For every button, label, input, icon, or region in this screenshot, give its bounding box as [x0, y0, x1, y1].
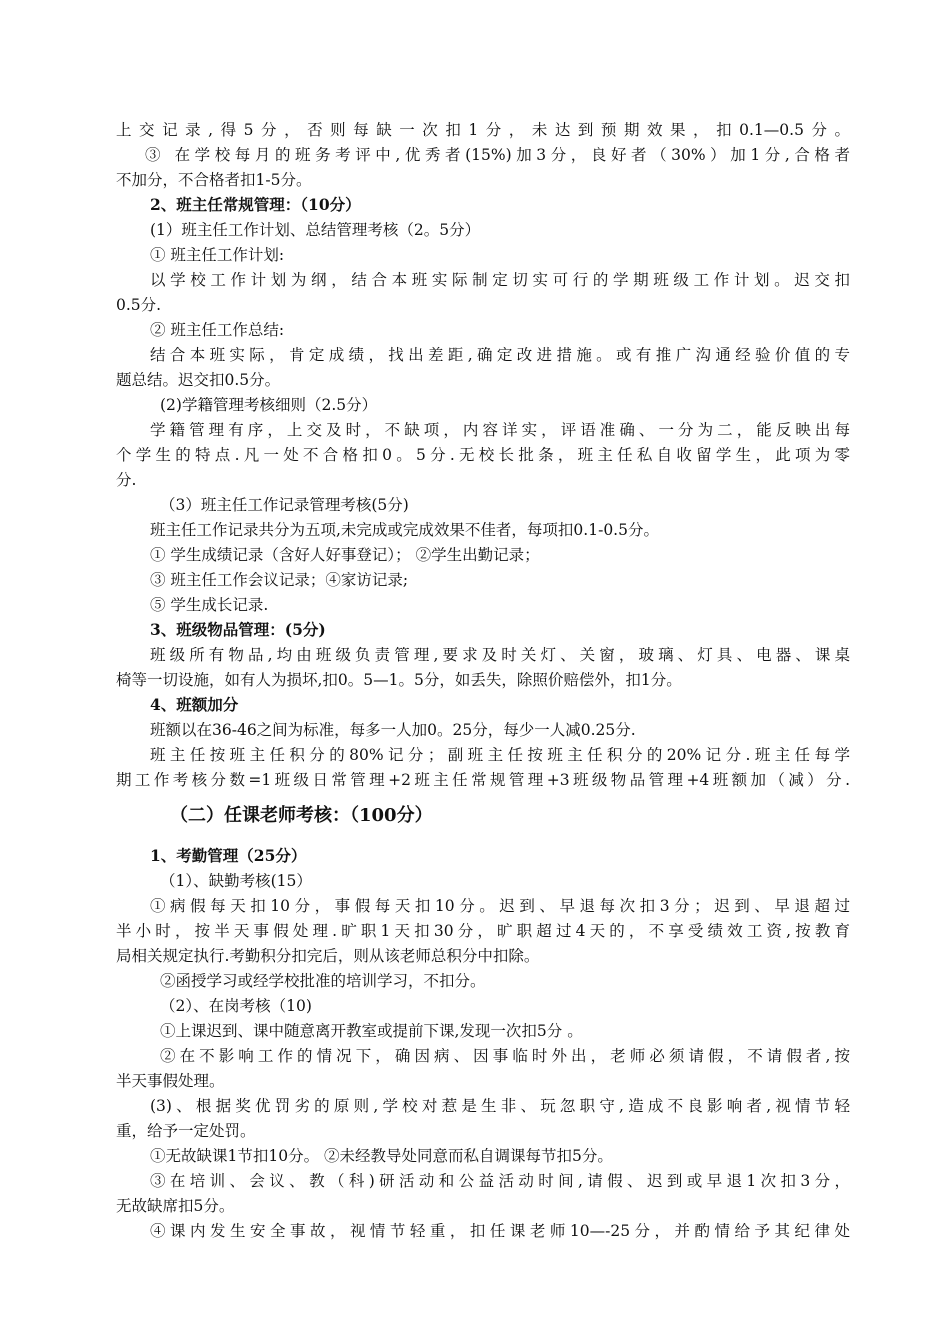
text-line: ② 班主任工作总结: [150, 321, 285, 339]
text-line: 结合本班实际，肯定成绩，找出差距,确定改进措施。或有推广沟通经验价值的专 [150, 346, 850, 364]
text-line: ②函授学习或经学校批准的培训学习，不扣分。 [160, 972, 486, 990]
section-heading: 3、班级物品管理：(5分) [150, 620, 326, 639]
text-line: (3)、根据奖优罚劣的原则,学校对惹是生非、玩忽职守,造成不良影响者,视情节轻 [150, 1097, 850, 1115]
text-line: ①病假每天扣10分，事假每天扣10分。迟到、早退每次扣3分；迟到、早退超过 [150, 897, 850, 915]
subsection-heading: （2）、在岗考核（10) [160, 997, 312, 1015]
text-line: ④课内发生安全事故，视情节轻重，扣任课老师10—-25分，并酌情给予其纪律处 [150, 1222, 850, 1240]
text-line: 椅等一切设施，如有人为损坏,扣0。5—1。5分，如丢失，除照价赔偿外，扣1分。 [116, 671, 682, 689]
text-line: 分. [116, 471, 137, 489]
text-line: ① 班主任工作计划: [150, 246, 285, 264]
text-line: 期工作考核分数=1班级日常管理+2班主任常规管理+3班级物品管理+4班额加（减）分. [116, 771, 850, 789]
section-heading: 4、班额加分 [150, 695, 239, 714]
text-line: 半小时，按半天事假处理.旷职1天扣30分，旷职超过4天的，不享受绩效工资,按教育 [116, 922, 850, 940]
text-line: 半天事假处理。 [116, 1072, 225, 1090]
subsection-heading: （1）、缺勤考核(15） [160, 872, 312, 890]
text-line: 不加分，不合格者扣1-5分。 [116, 171, 312, 189]
text-line: 以学校工作计划为纲，结合本班实际制定切实可行的学期班级工作计划。迟交扣 [150, 271, 850, 289]
text-line: ③在培训、会议、教（科)研活动和公益活动时间,请假、迟到或早退1次扣3分， [150, 1172, 850, 1190]
text-line: 上交记录,得5分，否则每缺一次扣1分，未达到预期效果，扣0.1—0.5分。 [116, 121, 850, 139]
text-line: 无故缺席扣5分。 [116, 1197, 235, 1215]
subsection-heading: (1）班主任工作计划、总结管理考核（2。5分） [150, 221, 481, 239]
text-line: 班额以在36-46之间为标准，每多一人加0。25分，每少一人减0.25分. [150, 721, 636, 739]
text-line: 班主任工作记录共分为五项,未完成或完成效果不佳者，每项扣0.1-0.5分。 [150, 521, 659, 539]
text-line: 班主任按班主任积分的80%记分；副班主任按班主任积分的20%记分.班主任每学 [150, 746, 850, 764]
subsection-heading: （3）班主任工作记录管理考核(5分) [160, 496, 409, 514]
text-line: 局相关规定执行.考勤积分扣完后，则从该老师总积分中扣除。 [116, 947, 540, 965]
text-line: ②在不影响工作的情况下，确因病、因事临时外出，老师必须请假，不请假者,按 [160, 1047, 850, 1065]
text-line: 班级所有物品,均由班级负责管理,要求及时关灯、关窗，玻璃、灯具、电器、课桌 [150, 646, 850, 664]
chapter-heading: （二）任课老师考核：（100分） [170, 805, 433, 826]
text-line: ③ 在学校每月的班务考评中,优秀者(15%)加3分，良好者（30%）加1分,合格者 [145, 146, 850, 164]
text-line: 0.5分. [116, 296, 162, 314]
text-line: 个学生的特点.凡一处不合格扣0。5分.无校长批条，班主任私自收留学生，此项为零 [116, 446, 850, 464]
section-heading: 1、考勤管理（25分） [150, 846, 307, 865]
text-line: 学籍管理有序，上交及时，不缺项，内容详实，评语准确、一分为二，能反映出每 [150, 421, 850, 439]
text-line: ① 学生成绩记录（含好人好事登记）； ②学生出勤记录； [150, 546, 540, 564]
text-line: ⑤ 学生成长记录. [150, 596, 269, 614]
text-line: 题总结。迟交扣0.5分。 [116, 371, 281, 389]
text-line: ③ 班主任工作会议记录；④家访记录; [150, 571, 409, 589]
text-line: ①上课迟到、课中随意离开教室或提前下课,发现一次扣5分 。 [160, 1022, 583, 1040]
subsection-heading: (2)学籍管理考核细则（2.5分） [160, 396, 378, 414]
text-line: ①无故缺课1节扣10分。 ②未经教导处同意而私自调课每节扣5分。 [150, 1147, 613, 1165]
text-line: 重，给予一定处罚。 [116, 1122, 256, 1140]
section-heading: 2、班主任常规管理：（10分） [150, 195, 361, 214]
